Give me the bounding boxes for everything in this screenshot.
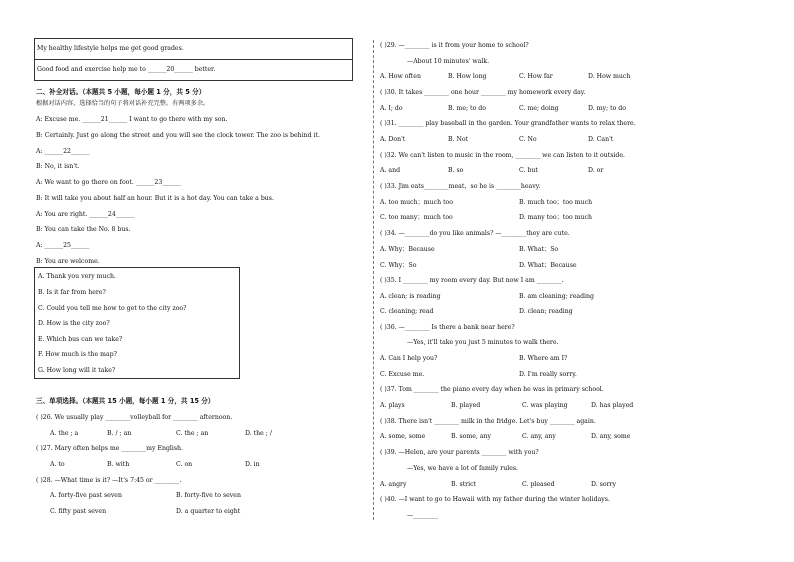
q28-option-d: D. a quarter to eight (176, 508, 241, 515)
section-2-title: 二、补全对话。（本题共 5 小题，每小题 1 分，共 5 分） (36, 88, 206, 96)
q35-option-d: D. clean; reading (519, 308, 573, 315)
q34-option-c: C. Why；So (380, 262, 417, 269)
q38-option-a: A. some, some (380, 433, 426, 440)
q30-option-a: A. I; do (380, 105, 403, 112)
table-row-2: Good food and exercise help me to ______20______ better. (37, 66, 216, 73)
q28-option-b: B. forty-five to seven (176, 492, 241, 499)
q35-option-c: C. cleaning; read (380, 308, 434, 315)
option-e: E. Which bus can we take? (38, 336, 123, 343)
q36-option-c: C. Excuse me. (380, 371, 425, 378)
option-d: D. How is the city zoo? (38, 320, 110, 327)
dialog-line-3: A: ______22______ (36, 148, 90, 155)
question-30: ( )30. It takes ________ one hour ________ my homework every day. (380, 89, 586, 96)
q29-option-c: C. How far (519, 73, 553, 80)
table-row-1: My healthy lifestyle helps me get good grades. (37, 45, 184, 52)
dialog-line-8: B: You can take the No. 8 bus. (36, 226, 131, 233)
q29-reply: —About 10 minutes' walk. (407, 58, 490, 65)
q35-option-a: A. clean; is reading (380, 293, 441, 300)
option-a: A. Thank you very much. (38, 273, 116, 280)
q36-option-d: D. I'm really sorry. (519, 371, 577, 378)
option-b: B. Is it far from here? (38, 289, 106, 296)
q30-option-d: D. my; to do (588, 105, 626, 112)
q32-option-b: B. so (448, 167, 464, 174)
section-3-title: 三、单项选择。（本题共 15 小题，每小题 1 分，共 15 分） (36, 397, 215, 405)
q27-option-b: B. with (107, 461, 130, 468)
q32-option-a: A. and (380, 167, 401, 174)
q29-option-a: A. How often (380, 73, 421, 80)
question-27: ( )27. Mary often helps me ________my English. (36, 445, 184, 452)
question-32: ( )32. We can't listen to music in the room, ________ we can listen to it outside. (380, 152, 626, 159)
q36-option-a: A. Can I help you? (380, 355, 438, 362)
q26-option-a: A. the ; a (50, 430, 79, 437)
q38-option-b: B. some, any (451, 433, 492, 440)
column-divider (373, 40, 374, 520)
q37-option-d: D. has played (591, 402, 634, 409)
q29-option-b: B. How long (448, 73, 487, 80)
option-g: G. How long will it take? (38, 367, 116, 374)
dialog-line-10: B: You are welcome. (36, 258, 100, 265)
option-f: F. How much is the map? (38, 351, 117, 358)
question-31: ( )31. ________ play baseball in the garden. Your grandfather wants to relax there. (380, 120, 636, 127)
question-37: ( )37. Tom ________ the piano every day when he was in primary school. (380, 386, 604, 393)
q34-option-d: D. What；Because (519, 262, 577, 269)
question-40: ( )40. —I want to go to Hawaii with my father during the winter holidays. (380, 496, 610, 503)
q39-option-b: B. strict (451, 481, 477, 488)
q27-option-c: C. on (176, 461, 193, 468)
q37-option-c: C. was playing (522, 402, 568, 409)
q39-option-c: C. pleased (522, 481, 555, 488)
dialog-line-7: A: You are right. ______24______ (36, 211, 135, 218)
q37-option-b: B. played (451, 402, 481, 409)
q26-option-c: C. the ; an (176, 430, 209, 437)
q26-option-d: D. the ; / (245, 430, 272, 437)
section-2-instruction: 根据对话内容，选择恰当的句子将对话补充完整。有两项多余。 (36, 100, 210, 107)
dialog-line-1: A: Excuse me. ______21______ I want to go there with my son. (36, 116, 228, 123)
question-28: ( )28. —What time is it? —It's 7:45 or ________. (36, 477, 182, 484)
q31-option-d: D. Can't (588, 136, 614, 143)
q37-option-a: A. plays (380, 402, 405, 409)
q34-option-b: B. What；So (519, 246, 559, 253)
dialog-line-2: B: Certainly. Just go along the street and you will see the clock tower. The zoo is behind it. (36, 132, 320, 139)
option-c: C. Could you tell me how to get to the city zoo? (38, 305, 187, 312)
q31-option-c: C. No (519, 136, 537, 143)
q33-option-c: C. too many；much too (380, 214, 453, 221)
dialog-line-4: B: No, it isn't. (36, 163, 80, 170)
q33-option-d: D. many too；too much (519, 214, 593, 221)
q31-option-b: B. Not (448, 136, 469, 143)
q32-option-c: C. but (519, 167, 538, 174)
q27-option-a: A. to (50, 461, 65, 468)
q36-reply: —Yes, it'll take you just 5 minutes to walk there. (407, 339, 559, 346)
q33-option-b: B. much too；too much (519, 199, 593, 206)
q35-option-b: B. am cleaning; reading (519, 293, 594, 300)
q27-option-d: D. in (245, 461, 260, 468)
q38-option-d: D. any, some (591, 433, 631, 440)
dialog-line-6: B: It will take you about half an hour. But it is a hot day. You can take a bus. (36, 195, 274, 202)
q31-option-a: A. Don't (380, 136, 406, 143)
q30-option-b: B. me; to do (448, 105, 486, 112)
q26-option-b: B. / ; an (107, 430, 132, 437)
q34-option-a: A. Why；Because (380, 246, 435, 253)
table-divider (34, 59, 353, 60)
question-38: ( )38. There isn't ________ milk in the fridge. Let's buy ________ again. (380, 418, 596, 425)
question-26: ( )26. We usually play ________volleyball for ________ afternoon. (36, 414, 233, 421)
question-35: ( )35. I ________ my room every day. But now I am ________. (380, 277, 564, 284)
q40-reply: —________ (407, 512, 438, 519)
q30-option-c: C. me; doing (519, 105, 559, 112)
q39-option-a: A. angry (380, 481, 407, 488)
q33-option-a: A. too much；much too (380, 199, 454, 206)
q32-option-d: D. or (588, 167, 604, 174)
question-39: ( )39. —Helen, are your parents ________ with you? (380, 449, 539, 456)
q29-option-d: D. How much (588, 73, 631, 80)
dialog-line-5: A: We want to go there on foot. ______23______ (36, 179, 181, 186)
q39-option-d: D. sorry (591, 481, 616, 488)
q36-option-b: B. Where am I? (519, 355, 568, 362)
question-36: ( )36. —________ Is there a bank near here? (380, 324, 515, 331)
dialog-line-9: A: ______25______ (36, 242, 90, 249)
question-34: ( )34. —________do you like animals? —________they are cute. (380, 230, 570, 237)
q28-option-a: A. forty-five past seven (50, 492, 122, 499)
q28-option-c: C. fifty past seven (50, 508, 107, 515)
q38-option-c: C. any, any (522, 433, 556, 440)
question-33: ( )33. Jim eats________meat，so he is ________heavy. (380, 183, 541, 190)
question-29: ( )29. —________ is it from your home to school? (380, 42, 529, 49)
q39-reply: —Yes, we have a lot of family rules. (407, 465, 519, 472)
